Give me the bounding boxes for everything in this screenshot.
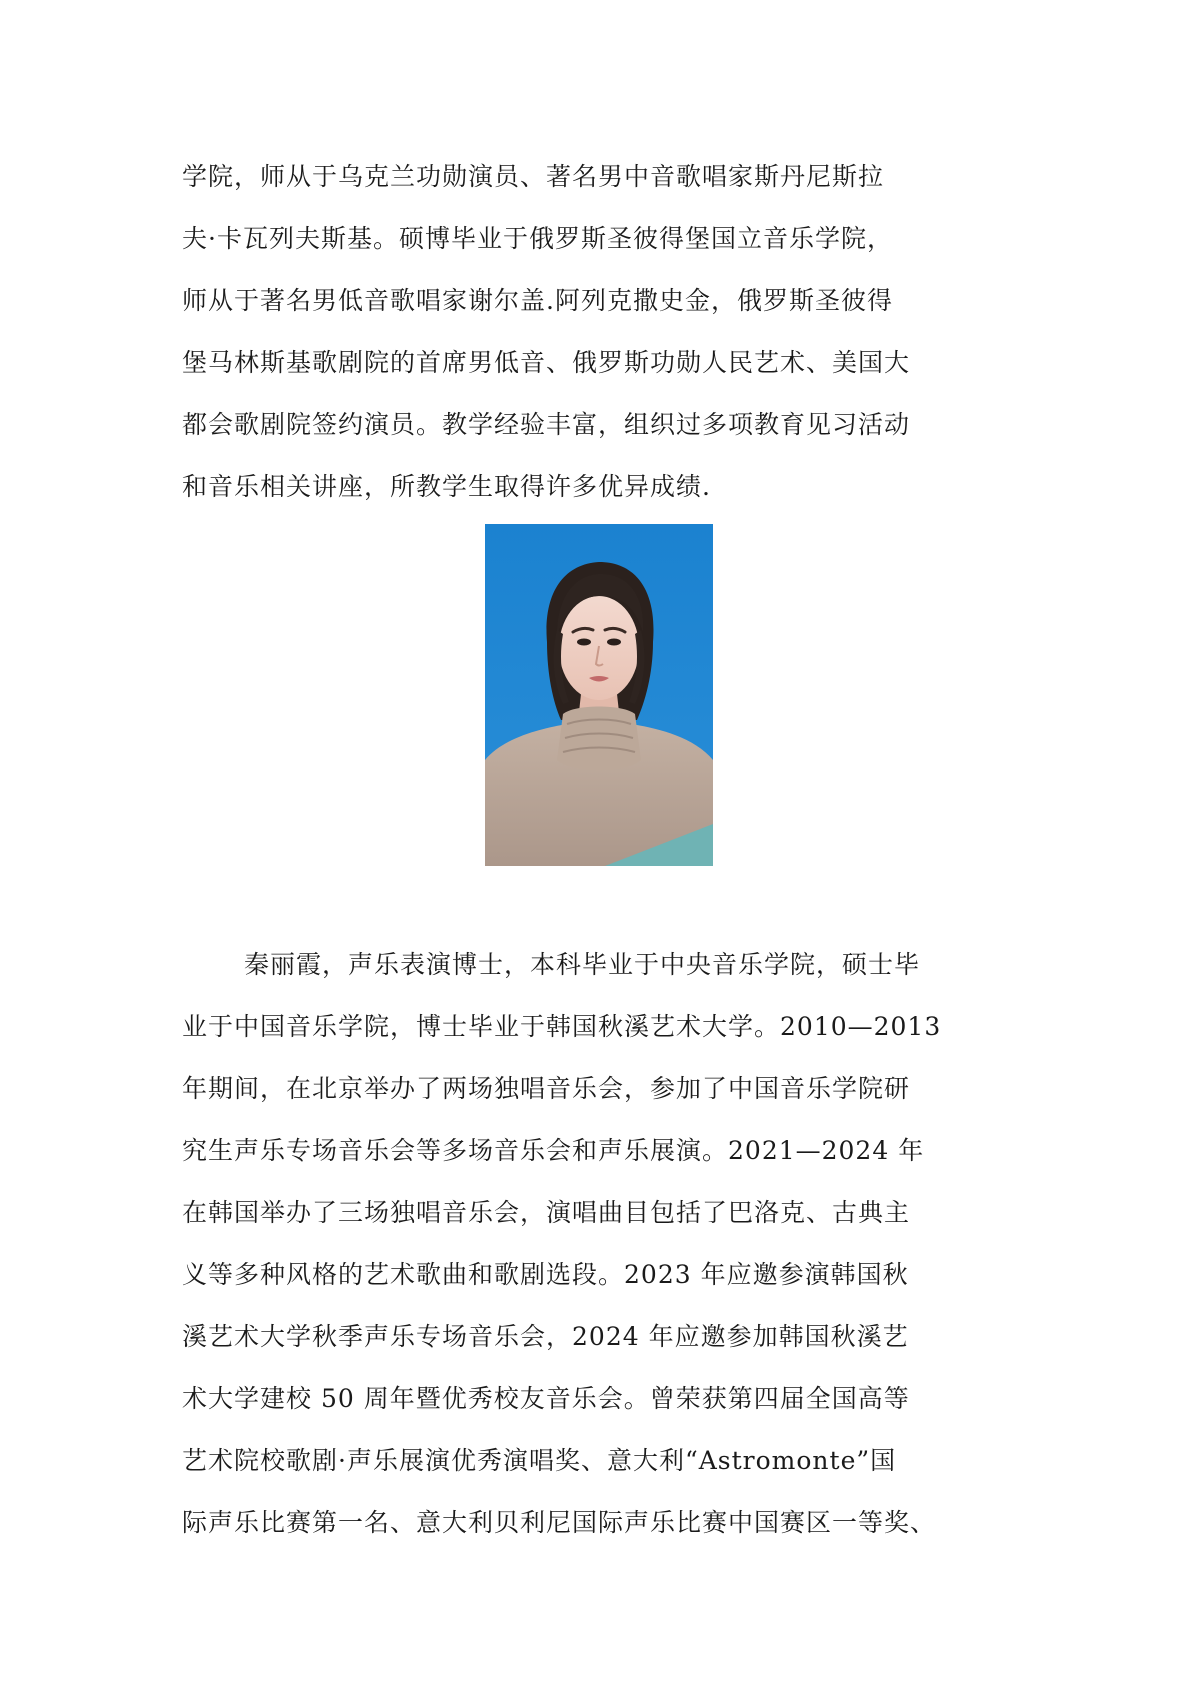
- text-line: 业于中国音乐学院，博士毕业于韩国秋溪艺术大学。2010—2013: [182, 1012, 942, 1041]
- text-line: 溪艺术大学秋季声乐专场音乐会，2024 年应邀参加韩国秋溪艺: [182, 1322, 909, 1351]
- text-line: 际声乐比赛第一名、意大利贝利尼国际声乐比赛中国赛区一等奖、: [182, 1508, 937, 1537]
- text-line: 夫·卡瓦列夫斯基。硕博毕业于俄罗斯圣彼得堡国立音乐学院，: [182, 224, 893, 253]
- portrait-photo: [485, 524, 713, 866]
- text-line: 艺术院校歌剧·声乐展演优秀演唱奖、意大利“Astromonte”国: [182, 1446, 897, 1475]
- text-line: 师从于著名男低音歌唱家谢尔盖.阿列克撒史金，俄罗斯圣彼得: [182, 286, 893, 315]
- text-line: 究生声乐专场音乐会等多场音乐会和声乐展演。2021—2024 年: [182, 1136, 925, 1165]
- text-line: 堡马林斯基歌剧院的首席男低音、俄罗斯功勋人民艺术、美国大: [182, 348, 911, 377]
- text-line: 义等多种风格的艺术歌曲和歌剧选段。2023 年应邀参演韩国秋: [182, 1260, 909, 1289]
- text-line: 和音乐相关讲座，所教学生取得许多优异成绩.: [182, 472, 711, 501]
- text-line: 在韩国举办了三场独唱音乐会，演唱曲目包括了巴洛克、古典主: [182, 1198, 911, 1227]
- text-line: 学院，师从于乌克兰功勋演员、著名男中音歌唱家斯丹尼斯拉: [182, 162, 885, 191]
- text-line: 都会歌剧院签约演员。教学经验丰富，组织过多项教育见习活动: [182, 410, 911, 439]
- text-line: 秦丽霞，声乐表演博士，本科毕业于中央音乐学院，硕士毕: [244, 950, 921, 979]
- text-line: 术大学建校 50 周年暨优秀校友音乐会。曾荣获第四届全国高等: [182, 1384, 910, 1413]
- text-line: 年期间，在北京举办了两场独唱音乐会，参加了中国音乐学院研: [182, 1074, 911, 1103]
